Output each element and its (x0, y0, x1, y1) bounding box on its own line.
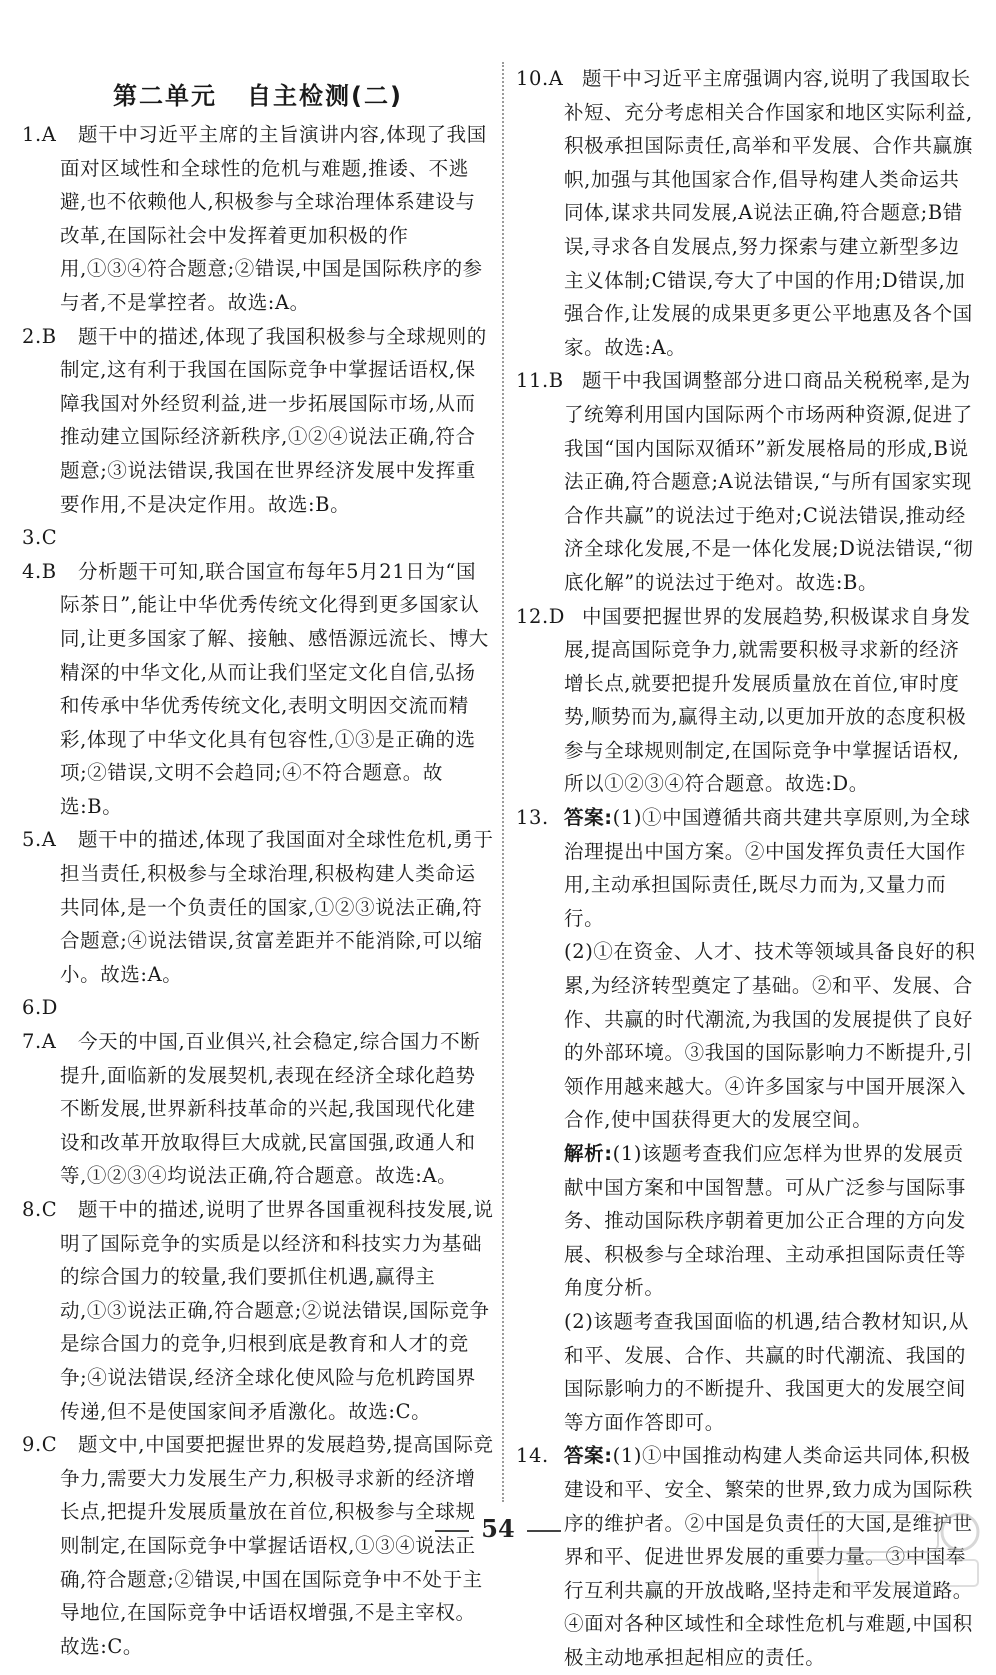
column-divider (502, 62, 504, 1502)
question-explanation: 题文中,中国要把握世界的发展趋势,提高国际竞争力,需要大力发展生产力,积极寻求新的经济增长点,把提升发展质量放在首位,积极参与全球规则制定,在国际竞争中掌握话语权,①③④说法正确,符合题意;②错误,中国在国际竞争中不处于主导地位,在国际竞争中话语权增强,不是主宰权。故选:C。 (60, 1433, 494, 1658)
question-number: 12.D (516, 604, 566, 628)
footer-dash-right (527, 1530, 561, 1532)
question-number: 2.B (22, 324, 57, 348)
question-explanation: 题干中的描述,体现了我国积极参与全球规则的制定,这有利于我国在国际竞争中掌握话语权,保障我国对外经贸利益,进一步拓展国际市场,从而推动建立国际经济新秩序,①②④说法正确,符合题意;③说法错误,我国在世界经济发展中发挥重要作用,不是决定作用。故选:B。 (60, 324, 487, 516)
page-number: 54 (481, 1514, 515, 1543)
question-number: 6.D (22, 996, 59, 1020)
question-number: 10.A (516, 67, 564, 90)
question-1 (22, 118, 494, 320)
question-11 (516, 364, 978, 599)
question-explanation: 题干中的描述,体现了我国面对全球性危机,勇于担当责任,积极参与全球治理,积极构建人类命运共同体,是一个负责任的国家,①②③说法正确,符合题意;④说法错误,贫富差距并不能消除,可以缩小。故选:A。 (60, 828, 494, 986)
answer-part-1 (564, 801, 978, 935)
question-number: 14. (516, 1444, 549, 1468)
question-number: 13. (516, 806, 549, 830)
question-13 (516, 801, 978, 1439)
question-2 (22, 320, 494, 522)
question-8 (22, 1193, 494, 1428)
question-number: 3.C (22, 526, 58, 550)
footer-dash-left (435, 1530, 469, 1532)
question-explanation: 题干中我国调整部分进口商品关税税率,是为了统筹利用国内国际两个市场两种资源,促进了我国“国内国际双循环”新发展格局的形成,B说法正确,符合题意;A说法错误,“与所有国家实现合作共赢”的说法过于绝对;C说法错误,推动经济全球化发展,不是一体化发展;D说法错误,“彻底化解”的说法过于绝对。故选:B。 (564, 369, 974, 594)
title-unit: 第二单元 (113, 82, 218, 110)
question-number: 7.A (22, 1030, 57, 1054)
question-9 (22, 1428, 494, 1663)
page-title (22, 78, 494, 114)
question-10 (516, 62, 978, 364)
question-number: 4.B (22, 559, 57, 583)
question-number: 5.A (22, 828, 57, 852)
left-column (22, 62, 494, 1663)
question-5 (22, 823, 494, 991)
question-number: 11.B (516, 369, 564, 393)
title-test: 自主检测(二) (247, 82, 403, 110)
answer-text: (1)①中国遵循共商共建共享原则,为全球治理提出中国方案。②中国发挥负责任大国作用,主动承担国际责任,既尽力而为,又量力而行。 (564, 806, 971, 930)
question-number: 1.A (22, 123, 57, 146)
question-explanation: 中国要把握世界的发展趋势,积极谋求自身发展,提高国际竞争力,就需要积极寻求新的经济增长点,就要把提升发展质量放在首位,审时度势,顺势而为,赢得主动,以更加开放的态度积极参与全球规则制定,在国际竞争中掌握话语权,所以①②③④符合题意。故选:D。 (564, 604, 971, 796)
analysis-part-1 (564, 1137, 978, 1305)
answer-part-2: (2)①在资金、人才、技术等领域具备良好的积累,为经济转型奠定了基础。②和平、发展、合作、共赢的时代潮流,为我国的发展提供了良好的外部环境。③我国的国际影响力不断提升,引领作用越来越大。④许多国家与中国开展深入合作,使中国获得更大的发展空间。 (564, 940, 976, 1132)
answer-label: 答案: (564, 806, 613, 830)
answer-text: (1)①中国推动构建人类命运共同体,积极建设和平、安全、繁荣的世界,致力成为国际秩序的维护者。②中国是负责任的大国,是维护世界和平、促进世界发展的重要力量。③中国奉行互利共赢的开放战略,坚持走和平发展道路。④面对各种区域性和全球性危机与难题,中国积极主动地承担起相应的责任。 (564, 1444, 973, 1669)
analysis-part-2: (2)该题考查我国面临的机遇,结合教材知识,从和平、发展、合作、共赢的时代潮流、我国的国际影响力的不断提升、我国更大的发展空间等方面作答即可。 (564, 1309, 969, 1434)
watermark-logo (814, 1506, 984, 1590)
question-6 (22, 991, 494, 1025)
question-3 (22, 521, 494, 555)
analysis-label: 解析: (564, 1142, 613, 1165)
question-explanation: 今天的中国,百业俱兴,社会稳定,综合国力不断提升,面临新的发展契机,表现在经济全球化趋势不断发展,世界新科技革命的兴起,我国现代化建设和改革开放取得巨大成就,民富国强,政通人和等,①②③④均说法正确,符合题意。故选:A。 (60, 1030, 481, 1188)
analysis-text: (1)该题考查我们应怎样为世界的发展贡献中国方案和中国智慧。可从广泛参与国际事务、推动国际秩序朝着更加公正合理的方向发展、积极参与全球治理、主动承担国际责任等角度分析。 (564, 1142, 967, 1300)
question-number: 8.C (22, 1198, 58, 1221)
question-number: 9.C (22, 1433, 58, 1457)
question-4 (22, 555, 494, 824)
question-explanation: 题干中的描述,说明了世界各国重视科技发展,说明了国际竞争的实质是以经济和科技实力为基础的综合国力的较量,我们要抓住机遇,赢得主动,①③说法正确,符合题意;②说法错误,国际竞争是综合国力的竞争,归根到底是教育和人才的竞争;④说法错误,经济全球化使风险与危机跨国界传递,但不是使国家间矛盾激化。故选:C。 (60, 1198, 494, 1423)
question-7 (22, 1025, 494, 1193)
question-explanation: 题干中习近平主席强调内容,说明了我国取长补短、充分考虑相关合作国家和地区实际利益,积极承担国际责任,高举和平发展、合作共赢旗帜,加强与其他国家合作,倡导构建人类命运共同体,谋求共同发展,A说法正确,符合题意;B错误,寻求各自发展点,努力探索与建立新型多边主义体制;C错误,夸大了中国的作用;D错误,加强合作,让发展的成果更多更公平地惠及各个国家。故选:A。 (564, 67, 973, 359)
answer-label: 答案: (564, 1444, 613, 1468)
question-explanation: 分析题干可知,联合国宣布每年5月21日为“国际茶日”,能让中华优秀传统文化得到更多国家认同,让更多国家了解、接触、感悟源远流长、博大精深的中华文化,从而让我们坚定文化自信,弘扬和传承中华优秀传统文化,表明文明因交流而精彩,体现了中华文化具有包容性,①③是正确的选项;②错误,文明不会趋同;④不符合题意。故选:B。 (60, 559, 489, 818)
question-12 (516, 600, 978, 802)
right-column (516, 62, 978, 1675)
question-explanation: 题干中习近平主席的主旨演讲内容,体现了我国面对区域性和全球性的危机与难题,推诿、不逃避,也不依赖他人,积极参与全球治理体系建设与改革,在国际社会中发挥着更加积极的作用,①③④符合题意;②错误,中国是国际秩序的参与者,不是掌控者。故选:A。 (60, 123, 487, 314)
